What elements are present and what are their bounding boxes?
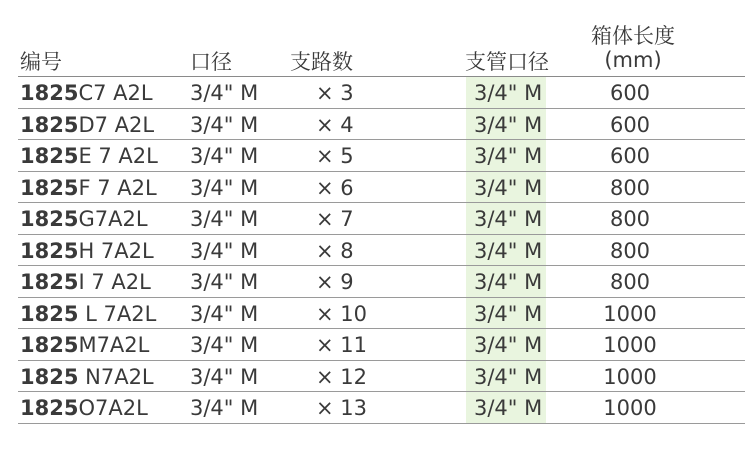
cell-code <box>20 302 156 326</box>
cell-branches: × 9 <box>316 270 354 294</box>
code-prefix: 1825 <box>20 81 79 105</box>
code-prefix: 1825 <box>20 207 79 231</box>
cell-length: 1000 <box>603 364 657 389</box>
table-body <box>0 77 750 424</box>
code-suffix: H 7A2L <box>78 238 154 263</box>
header-length-title: 箱体长度 <box>591 24 675 48</box>
table-row <box>0 298 750 330</box>
cell-code <box>20 270 151 294</box>
cell-length: 800 <box>609 207 651 231</box>
cell-branch-pipe: 3/4" M <box>474 238 543 263</box>
cell-branch-pipe: 3/4" M <box>474 364 543 389</box>
cell-branch-pipe: 3/4" M <box>474 396 543 420</box>
row-divider <box>18 423 745 424</box>
code-prefix: 1825 <box>20 333 79 357</box>
table-row <box>0 235 750 267</box>
cell-code <box>20 113 154 137</box>
cell-branches: × 10 <box>316 301 367 326</box>
cell-branches: × 5 <box>316 144 354 168</box>
cell-branches: × 6 <box>316 175 354 200</box>
code-suffix: D7 A2L <box>78 112 155 137</box>
header-port: 口径 <box>190 50 232 74</box>
code-suffix: G7A2L <box>78 207 148 231</box>
cell-branches: × 11 <box>316 333 367 357</box>
cell-branch-pipe: 3/4" M <box>474 175 543 200</box>
table-row <box>0 77 750 109</box>
cell-branch-pipe: 3/4" M <box>474 81 543 105</box>
code-prefix: 1825 <box>20 396 79 420</box>
cell-port: 3/4" M <box>190 270 259 294</box>
header-length <box>568 24 698 72</box>
cell-length: 800 <box>609 238 651 263</box>
cell-port: 3/4" M <box>190 175 259 200</box>
table-row <box>0 361 750 393</box>
cell-branches: × 3 <box>316 81 354 105</box>
table-row <box>0 266 750 298</box>
cell-branch-pipe: 3/4" M <box>474 270 543 294</box>
code-prefix: 1825 <box>20 301 79 326</box>
cell-port: 3/4" M <box>190 301 259 326</box>
cell-length: 800 <box>609 270 651 294</box>
cell-port: 3/4" M <box>190 238 259 263</box>
code-prefix: 1825 <box>20 175 79 200</box>
code-suffix: M7A2L <box>78 333 150 357</box>
cell-code <box>20 207 148 231</box>
cell-branch-pipe: 3/4" M <box>474 144 543 168</box>
cell-branches: × 12 <box>316 364 367 389</box>
cell-length: 800 <box>609 175 651 200</box>
cell-length: 600 <box>609 81 651 105</box>
cell-length: 600 <box>609 112 651 137</box>
cell-port: 3/4" M <box>190 144 259 168</box>
cell-code <box>20 176 157 200</box>
cell-code <box>20 144 158 168</box>
cell-port: 3/4" M <box>190 207 259 231</box>
cell-code <box>20 365 154 389</box>
table-row <box>0 109 750 141</box>
cell-branch-pipe: 3/4" M <box>474 333 543 357</box>
code-suffix: L 7A2L <box>78 301 157 326</box>
cell-length: 1000 <box>603 396 657 420</box>
cell-branches: × 8 <box>316 238 354 263</box>
table-row <box>0 172 750 204</box>
code-suffix: I 7 A2L <box>78 270 151 294</box>
table-row <box>0 140 750 172</box>
cell-branch-pipe: 3/4" M <box>474 207 543 231</box>
cell-branches: × 7 <box>316 207 354 231</box>
table-row <box>0 203 750 235</box>
cell-port: 3/4" M <box>190 364 259 389</box>
cell-length: 1000 <box>603 333 657 357</box>
cell-port: 3/4" M <box>190 112 259 137</box>
code-prefix: 1825 <box>20 144 79 168</box>
cell-port: 3/4" M <box>190 396 259 420</box>
cell-port: 3/4" M <box>190 81 259 105</box>
cell-branch-pipe: 3/4" M <box>474 112 543 137</box>
code-suffix: E 7 A2L <box>78 144 158 168</box>
cell-code <box>20 396 148 420</box>
header-branches: 支路数 <box>290 50 353 74</box>
table-header <box>0 0 750 77</box>
cell-length: 1000 <box>603 301 657 326</box>
cell-branches: × 13 <box>316 396 367 420</box>
cell-branches: × 4 <box>316 112 354 137</box>
cell-length: 600 <box>609 144 651 168</box>
header-length-unit: (mm) <box>604 48 662 72</box>
code-prefix: 1825 <box>20 112 79 137</box>
code-suffix: O7A2L <box>78 396 148 420</box>
cell-code <box>20 239 154 263</box>
header-code: 编号 <box>20 50 62 74</box>
code-suffix: C7 A2L <box>78 81 153 105</box>
cell-code <box>20 333 149 357</box>
cell-port: 3/4" M <box>190 333 259 357</box>
cell-code <box>20 81 153 105</box>
code-prefix: 1825 <box>20 364 79 389</box>
code-prefix: 1825 <box>20 238 79 263</box>
header-branch-pipe: 支管口径 <box>465 50 549 74</box>
cell-branch-pipe: 3/4" M <box>474 301 543 326</box>
code-suffix: F 7 A2L <box>78 175 157 200</box>
table-row <box>0 329 750 361</box>
code-suffix: N7A2L <box>78 364 154 389</box>
table-row <box>0 392 750 424</box>
code-prefix: 1825 <box>20 270 79 294</box>
